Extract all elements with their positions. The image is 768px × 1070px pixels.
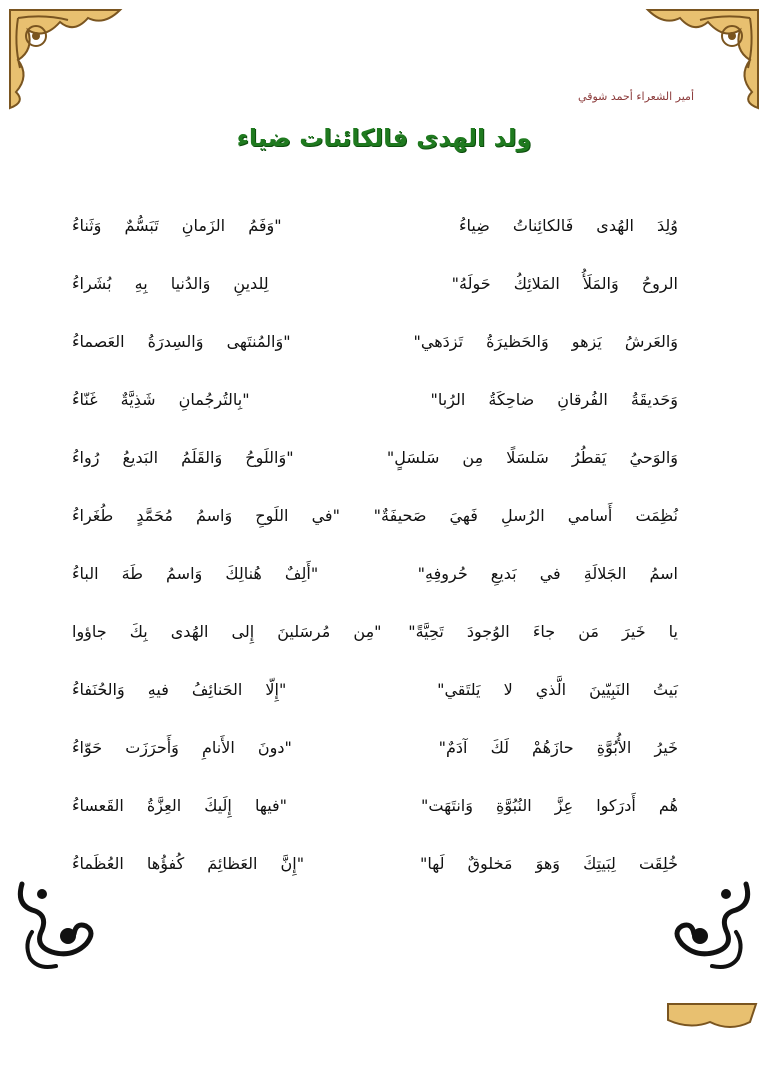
verse [72,614,678,672]
hemistich-first: خَيرُ الأُبُوَّةِ حازَهُمْ لَكَ آدَمٌ" [438,738,678,757]
verse [72,440,678,498]
verse [72,208,678,266]
hemistich-second: "وَاللَوحُ وَالقَلَمُ البَديعُ رُواءُ [72,448,294,467]
scroll-ornament-right [666,874,756,974]
hemistich-first: بَيتُ النَبِيّينَ الَّذي لا يَلتَقي" [437,680,678,699]
verse [72,846,678,904]
corner-ornament-bottom-right [664,1000,760,1070]
verse [72,324,678,382]
verse [72,672,678,730]
hemistich-first: وَحَديقَةُ الفُرقانِ ضاحِكَةُ الرُبا" [430,390,678,409]
hemistich-first: وَالوَحيُ يَقطُرُ سَلسَلًا مِن سَلسَلٍ" [386,448,678,467]
hemistich-first: خُلِقَت لِبَيتِكَ وَهوَ مَخلوقٌ لَها" [420,854,678,873]
hemistich-first: الروحُ وَالمَلَأُ المَلائِكُ حَولَهُ" [451,274,678,293]
verse [72,266,678,324]
hemistich-first: هُم أَدرَكوا عِزَّ النُبُوَّةِ وَانتَهَت" [421,796,678,815]
hemistich-first: وُلِدَ الهُدى فَالكائِناتُ ضِياءُ [458,216,678,235]
hemistich-first: يا خَيرَ مَن جاءَ الوُجودَ تَحِيَّةً" [408,622,678,641]
poem-title: ولد الهدى فالكائنات ضياء [236,124,532,152]
verse [72,556,678,614]
hemistich-first: نُظِمَت أَسامي الرُسلِ فَهيَ صَحيفَةٌ" [373,506,678,525]
hemistich-second: "وَالمُنتَهى وَالسِدرَةُ العَصماءُ [72,332,291,351]
hemistich-second: "دونَ الأَنامِ وَأَحرَزَت حَوّاءُ [72,738,292,757]
hemistich-second: "مِن مُرسَلينَ إِلى الهُدى بِكَ جاؤوا [72,622,382,641]
hemistich-second: "في اللَوحِ وَاسمُ مُحَمَّدٍ طُغَراءُ [72,506,340,525]
verse [72,788,678,846]
hemistich-second: "وَفَمُ الزَمانِ تَبَسُّمٌ وَثَناءُ [72,216,282,235]
verse [72,730,678,788]
verse [72,498,678,556]
poem-body [72,208,678,904]
hemistich-second: "إِنَّ العَظائِمَ كُفؤُها العُظَماءُ [72,854,305,873]
hemistich-first: وَالعَرشُ يَزهو وَالحَظيرَةُ تَزدَهي" [413,332,678,351]
verse [72,382,678,440]
hemistich-second: "إِلّا الحَنائِفُ فيهِ وَالحُنَفاءُ [72,680,287,699]
hemistich-first: اسمُ الجَلالَةِ في بَديعِ حُروفِهِ" [417,564,678,583]
hemistich-second: لِلدينِ وَالدُنيا بِهِ بُشَراءُ [72,274,269,293]
corner-ornament-top-left [4,4,126,114]
hemistich-second: "أَلِفٌ هُنالِكَ وَاسمُ طَهَ الباءُ [72,564,319,583]
hemistich-second: "فيها إِلَيكَ العِزَّةُ القَعساءُ [72,796,288,815]
hemistich-second: "بِالتُرجُمانِ شَذِيَّةٌ غَنّاءُ [72,390,250,409]
poet-name: أمير الشعراء أحمد شوقي [578,90,694,103]
